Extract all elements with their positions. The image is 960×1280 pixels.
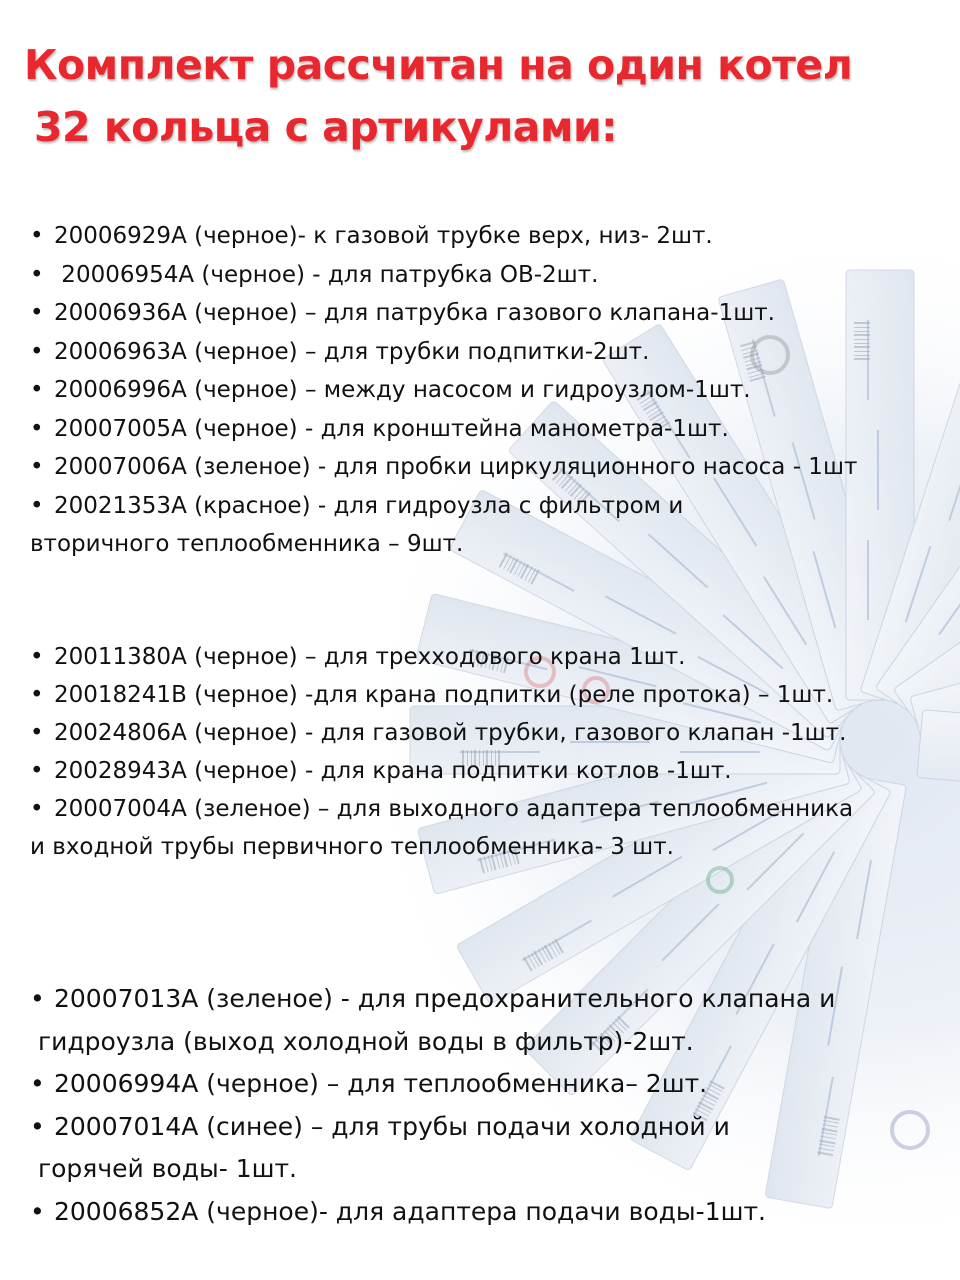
bullet-marker: • bbox=[30, 644, 44, 670]
parts-list-group-3 bbox=[30, 978, 835, 1233]
list-item-text: 20006994A (черное) – для теплообменника– 2шт. bbox=[54, 1069, 708, 1098]
list-item bbox=[30, 1191, 835, 1234]
list-item bbox=[30, 638, 853, 676]
list-item-text: 20006929A (черное)- к газовой трубке верх, низ- 2шт. bbox=[54, 223, 713, 249]
list-item-text: 20011380A (черное) – для трехходового крана 1шт. bbox=[54, 644, 686, 670]
title-line-1: Комплект рассчитан на один котел bbox=[24, 41, 853, 89]
bullet-marker: • bbox=[30, 1196, 45, 1226]
bullet-marker: • bbox=[30, 1111, 45, 1141]
bullet-marker: • bbox=[30, 796, 44, 822]
list-item bbox=[30, 752, 853, 790]
list-item bbox=[30, 1106, 835, 1191]
list-item-text: 20007005A (черное) - для кронштейна манометра-1шт. bbox=[54, 415, 729, 442]
bullet-marker: • bbox=[30, 377, 44, 403]
list-item bbox=[30, 256, 857, 295]
bullet-marker: • bbox=[30, 454, 44, 480]
list-item bbox=[30, 676, 853, 714]
bullet-marker: • bbox=[30, 682, 44, 708]
bullet-marker: • bbox=[30, 720, 44, 746]
list-item-text: 20006936A (черное) – для патрубка газового клапана-1шт. bbox=[54, 300, 775, 326]
list-item bbox=[30, 790, 853, 866]
list-item bbox=[30, 410, 857, 449]
title-line-2: 32 кольца с артикулами: bbox=[34, 103, 618, 151]
list-item bbox=[30, 1063, 835, 1106]
list-item-continuation: гидроузла (выход холодной воды в фильтр)-2шт. bbox=[38, 1026, 694, 1056]
list-item bbox=[30, 978, 835, 1063]
list-item bbox=[30, 714, 853, 752]
list-item-continuation: горячей воды- 1шт. bbox=[38, 1154, 297, 1183]
bullet-marker: • bbox=[30, 1069, 45, 1098]
list-item-continuation: и входной трубы первичного теплообменника- 3 шт. bbox=[30, 834, 674, 860]
list-item-text: 20007013A (зеленое) - для предохранительного клапана и bbox=[54, 984, 836, 1013]
list-item-text: 20007004A (зеленое) – для выходного адаптера теплообменника bbox=[54, 796, 854, 822]
list-item-text: 20018241B (черное) -для крана подпитки (реле протока) – 1шт. bbox=[54, 682, 834, 708]
bullet-marker: • bbox=[30, 415, 44, 442]
bullet-marker: • bbox=[30, 492, 44, 519]
bullet-marker: • bbox=[30, 223, 44, 249]
list-item-text: 20007014A (синее) – для трубы подачи холодной и bbox=[54, 1111, 730, 1141]
list-item-text: 20006996A (черное) – между насосом и гидроузлом-1шт. bbox=[54, 377, 751, 403]
list-item bbox=[30, 371, 857, 410]
bullet-marker: • bbox=[30, 338, 44, 365]
list-item-text: 20007006A (зеленое) - для пробки циркуляционного насоса - 1шт bbox=[54, 454, 858, 480]
bullet-marker: • bbox=[30, 984, 45, 1013]
list-item-continuation: вторичного теплообменника – 9шт. bbox=[30, 531, 464, 557]
list-item-text: 20006963A (черное) – для трубки подпитки-2шт. bbox=[54, 338, 650, 365]
page-title bbox=[24, 34, 852, 158]
parts-list-group-2 bbox=[30, 638, 853, 866]
list-item-text: 20028943A (черное) - для крана подпитки котлов -1шт. bbox=[54, 758, 732, 784]
list-item-text: 20021353A (красное) - для гидроузла с фильтром и bbox=[54, 492, 684, 519]
list-item-text: 20024806A (черное) - для газовой трубки, газового клапан -1шт. bbox=[54, 720, 847, 746]
list-item-text: 20006852A (черное)- для адаптера подачи воды-1шт. bbox=[54, 1196, 766, 1226]
list-item bbox=[30, 333, 857, 372]
list-item bbox=[30, 487, 857, 564]
bullet-marker: • bbox=[30, 300, 44, 326]
bullet-marker: • bbox=[30, 758, 44, 784]
parts-list-group-1 bbox=[30, 217, 857, 564]
bullet-marker: • bbox=[30, 261, 44, 288]
list-item bbox=[30, 448, 857, 487]
list-item bbox=[30, 217, 857, 256]
list-item-text: 20006954A (черное) - для патрубка ОВ-2шт. bbox=[54, 261, 599, 288]
list-item bbox=[30, 294, 857, 333]
